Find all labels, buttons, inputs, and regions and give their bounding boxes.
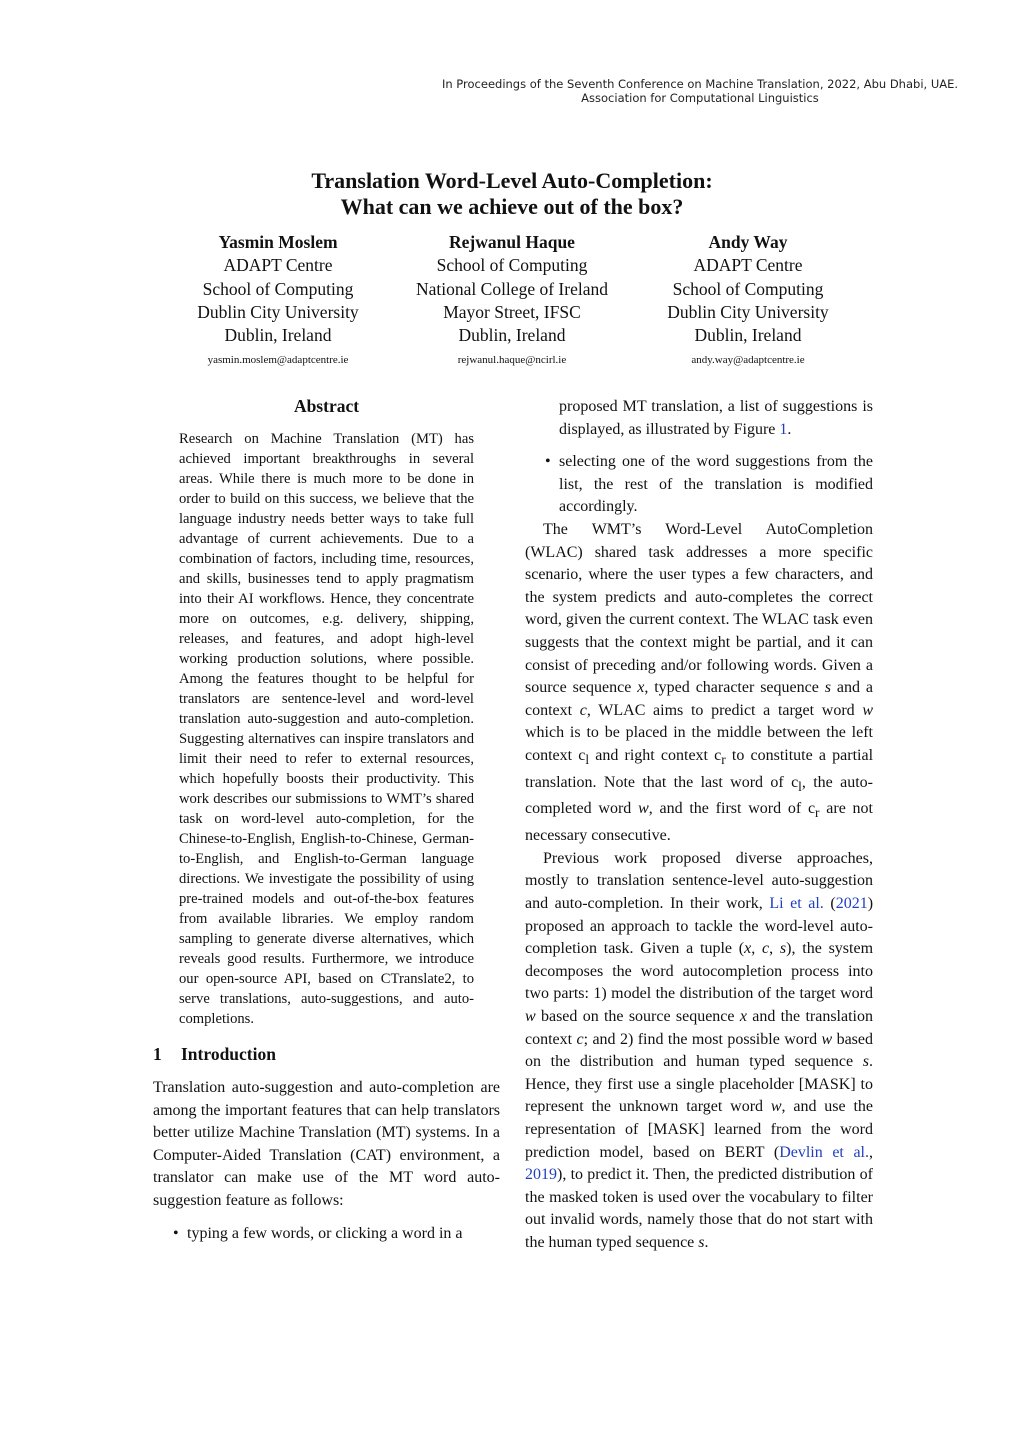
section-title: Introduction — [181, 1044, 276, 1064]
citation-link-devlin[interactable]: Devlin et al. — [779, 1143, 869, 1161]
list-item — [153, 1223, 500, 1246]
citation-link-li[interactable]: Li et al. — [769, 895, 824, 913]
author-affiliation: Dublin City University — [667, 301, 829, 322]
list-item — [525, 451, 873, 519]
author-email: rejwanul.haque@ncirl.ie — [457, 354, 567, 367]
citation-year-link-li[interactable]: 2021 — [835, 895, 868, 913]
author-affiliation: National College of Ireland — [416, 278, 608, 299]
venue-line-2: Association for Computational Linguistics — [581, 91, 819, 105]
author-name: Andy Way — [708, 232, 788, 252]
author-affiliation: School of Computing — [436, 255, 588, 276]
author-affiliation: Dublin City University — [197, 301, 359, 322]
title-line-2: What can we achieve out of the box? — [340, 194, 684, 219]
author-email: andy.way@adaptcentre.ie — [691, 354, 805, 367]
wlac-paragraph: The WMT’s Word-Level AutoCompletion (WLAC) shared task addresses a more specific scenario, where the user types a few characters, and the system predicts and auto-completes the correct word, given the current context. The WLAC task even suggests that the context might be partial, and it can consist of preceding and/or following words. Given a source sequence x, typed character sequence s and a context c, WLAC aims to predict a target word w which is to be placed in the middle between the left context $c_l$ and right context $c_r$ to constitute a partial translation. Note that the last word of $c_l$, the auto-completed word w, and the first word of $c_r$ are not necessary consecutive. — [525, 520, 874, 845]
author-3 — [618, 231, 878, 367]
venue-note — [420, 77, 980, 105]
author-affiliation: Mayor Street, IFSC — [443, 301, 581, 322]
citation-year-link-devlin[interactable]: 2019 — [525, 1166, 557, 1184]
author-affiliation: School of Computing — [202, 278, 354, 299]
abstract-text: Research on Machine Translation (MT) has achieved important breakthroughs in several areas. While there is much more to be done in order to build on this success, we believe that the language industry needs better ways to take full advantage of current achievements. Due to a combination of factors, including time, resources, and skills, businesses tend to apply pragmatism into their AI workflows. Hence, they concentrate more on outcomes, e.g. delivery, shipping, releases, and features, and adopt high-level working production solutions, where possible. Among the features thought to be helpful for translators are sentence-level and word-level translation auto-suggestion and auto-completion. Suggesting alternatives can inspire translators and limit their need to refer to external resources, which hopefully boosts their productivity. This work describes our submissions to WMT’s shared task on word-level auto-completion, for the Chinese-to-English, English-to-Chinese, German-to-English, and English-to-German language directions. We investigate the possibility of using pre-trained models and out-of-the-box features from available libraries. We employ random sampling to generate diverse alternatives, which reveals good results. Furthermore, we introduce our open-source API, based on CTranslate2, to serve translations, auto-suggestions, and auto-completions. — [179, 431, 474, 1027]
author-1 — [148, 231, 408, 367]
section-heading-introduction — [153, 1043, 500, 1065]
section-number: 1 — [153, 1044, 162, 1064]
bullet-glyph: • — [173, 1224, 179, 1242]
abstract-heading: Abstract — [293, 396, 360, 416]
intro-paragraph: Translation auto-suggestion and auto-completion are among the important features that can help translators better utilize Machine Translation (MT) systems. In a Computer-Aided Translation (CAT) environment, a translator can make use of the MT word auto-suggestion feature as follows: — [153, 1079, 500, 1209]
author-affiliation: Dublin, Ireland — [224, 325, 332, 346]
bullet-list — [153, 1223, 500, 1246]
bullet-text: typing a few words, or clicking a word in a — [187, 1224, 463, 1242]
bullet-continuation: proposed MT translation, a list of suggestions is displayed, as illustrated by Figure 1. — [559, 398, 873, 438]
right-column — [525, 396, 873, 1255]
bullet-text: selecting one of the word suggestions from the list, the rest of the translation is modified accordingly. — [559, 453, 873, 516]
title-line-1: Translation Word-Level Auto-Completion: — [311, 168, 713, 193]
author-affiliation: Dublin, Ireland — [694, 325, 802, 346]
left-column — [153, 395, 500, 1245]
author-affiliation: School of Computing — [672, 278, 824, 299]
author-block — [0, 231, 1024, 371]
venue-line-1: In Proceedings of the Seventh Conference on Machine Translation, 2022, Abu Dhabi, UAE. — [441, 77, 959, 91]
figure-reference-link[interactable]: 1 — [779, 420, 788, 438]
author-affiliation: Dublin, Ireland — [458, 325, 566, 346]
bullet-glyph: • — [545, 453, 551, 471]
author-affiliation: ADAPT Centre — [223, 255, 333, 276]
bullet-list — [525, 451, 873, 519]
author-2 — [382, 231, 642, 367]
author-name: Yasmin Moslem — [218, 232, 338, 252]
paper-title — [0, 168, 1024, 220]
author-email: yasmin.moslem@adaptcentre.ie — [207, 354, 349, 367]
previous-work-paragraph: Previous work proposed diverse approaches, mostly to translation sentence-level auto-suggestion and auto-completion. In their work, Li et al. (2021) proposed an approach to tackle the word-level auto-completion task. Given a tuple (x, c, s), the system decomposes the word autocompletion process into two parts: 1) model the distribution of the target word w based on the source sequence x and the translation context c; and 2) find the most possible word w based on the distribution and human typed sequence s. Hence, they first use a single placeholder [MASK] to represent the unknown target word w, and use the representation of [MASK] learned from the word prediction model, based on BERT (Devlin et al., 2019), to predict it. Then, the predicted distribution of the masked token is used over the vocabulary to filter out invalid words, namely those that do not start with the human typed sequence s. — [525, 849, 874, 1251]
author-name: Rejwanul Haque — [449, 232, 575, 252]
author-affiliation: ADAPT Centre — [693, 255, 803, 276]
